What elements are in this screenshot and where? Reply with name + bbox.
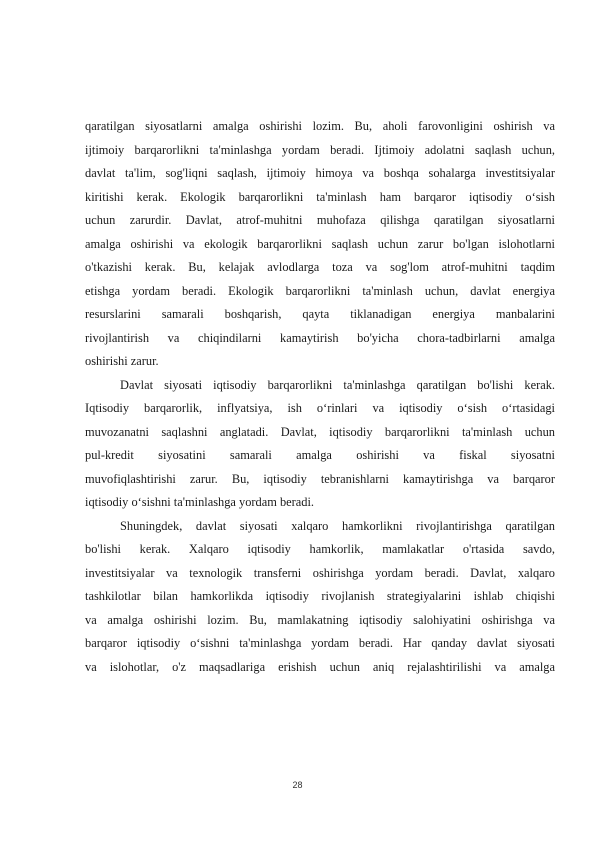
text-line: investitsiyalar va texnologik transferni oshirishga yordam beradi. Davlat, xalqaro <box>85 565 555 580</box>
text-line: resurslarini samarali boshqarish, qayta tiklanadigan energiya manbalarini <box>85 307 555 321</box>
text-line: o'tkazishi kerak. Bu, kelajak avlodlarga toza va sog'lom atrof-muhitni taqdim <box>85 260 555 274</box>
text-line: kiritishi kerak. Ekologik barqarorlikni ta'minlash ham barqaror iqtisodiy o‘sish <box>85 189 555 204</box>
text-line: etishga yordam beradi. Ekologik barqarorlikni ta'minlash uchun, davlat energiya <box>85 283 555 298</box>
text-line: tashkilotlar bilan hamkorlikda iqtisodiy rivojlanish strategiyalarini ishlab chiqishi <box>85 589 555 603</box>
text-line: amalga oshirishi va ekologik barqarorlikni saqlash uchun zarur bo'lgan islohotlarni <box>85 236 555 251</box>
text-line: bo'lishi kerak. Xalqaro iqtisodiy hamkorlik, mamlakatlar o'rtasida savdo, <box>85 542 555 556</box>
text-line: muvofiqlashtirishi zarur. Bu, iqtisodiy tebranishlarni kamaytirishga va barqaror <box>85 471 555 486</box>
text-line: davlat ta'lim, sog'liqni saqlash, ijtimoiy himoya va boshqa sohalarga investitsiyalar <box>85 166 555 180</box>
paragraph-1 <box>85 115 555 374</box>
text-line: Shuningdek, davlat siyosati xalqaro hamkorlikni rivojlantirishga qaratilgan <box>120 518 555 533</box>
paragraph-3 <box>85 515 555 680</box>
text-line: oshirishi zarur. <box>85 354 159 368</box>
text-line: ijtimoiy barqarorlikni ta'minlashga yordam beradi. Ijtimoiy adolatni saqlash uchun, <box>85 142 555 157</box>
text-line: rivojlantirish va chiqindilarni kamaytirish bo'yicha chora-tadbirlarni amalga <box>85 330 555 345</box>
text-line: va islohotlar, o'z maqsadlariga erishish uchun aniq rejalashtirilishi va amalga <box>85 659 555 674</box>
text-line: va amalga oshirishi lozim. Bu, mamlakatning iqtisodiy salohiyatini oshirishga va <box>85 612 555 627</box>
page-body <box>85 115 555 679</box>
text-line: barqaror iqtisodiy o‘sishni ta'minlashga yordam beradi. Har qanday davlat siyosati <box>85 636 555 650</box>
text-line: pul-kredit siyosatini samarali amalga oshirishi va fiskal siyosatni <box>85 448 555 462</box>
paragraph-2 <box>85 374 555 515</box>
text-line: Davlat siyosati iqtisodiy barqarorlikni ta'minlashga qaratilgan bo'lishi kerak. <box>120 377 555 392</box>
text-line: muvozanatni saqlashni anglatadi. Davlat, iqtisodiy barqarorlikni ta'minlash uchun <box>85 424 555 439</box>
text-line: qaratilgan siyosatlarni amalga oshirishi lozim. Bu, aholi farovonligini oshirish va <box>85 119 555 133</box>
text-line: Iqtisodiy barqarorlik, inflyatsiya, ish o‘rinlari va iqtisodiy o‘sish o‘rtasidagi <box>85 401 555 415</box>
page-number: 28 <box>292 780 303 790</box>
text-line: uchun zarurdir. Davlat, atrof-muhitni muhofaza qilishga qaratilgan siyosatlarni <box>85 213 555 227</box>
text-line: iqtisodiy o‘sishni ta'minlashga yordam beradi. <box>85 495 315 509</box>
